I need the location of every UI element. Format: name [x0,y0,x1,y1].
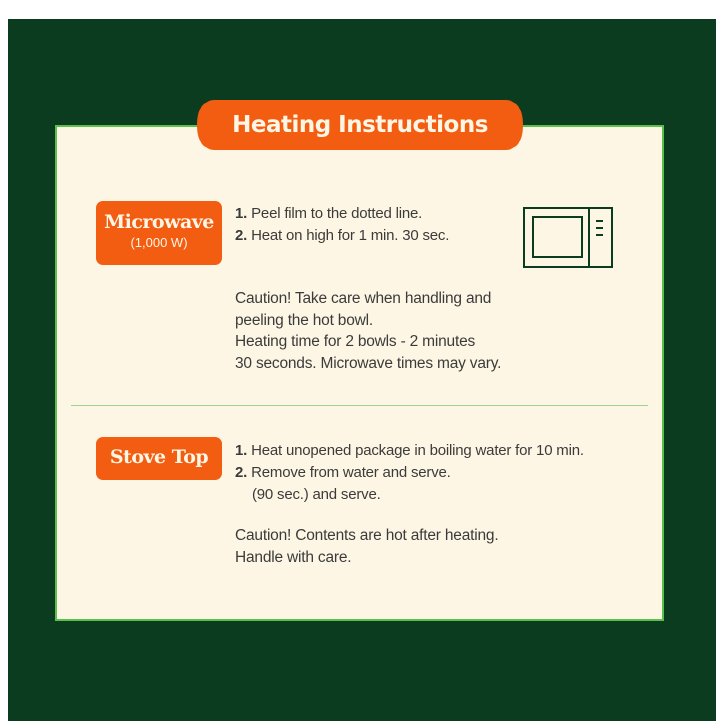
step-text: Heat unopened package in boiling water for 10 min. [251,442,584,459]
page-title: Heating Instructions [202,100,518,150]
step-text: Peel film to the dotted line. [251,205,423,222]
stove-top-tag-title: Stove Top [109,446,209,468]
microwave-tag [96,201,222,265]
step-number: 1. [235,205,248,222]
microwave-steps [235,203,449,247]
section-divider [71,405,648,406]
step-number: 2. [235,227,248,244]
microwave-step [235,203,449,225]
microwave-wattage: (1,000 W) [130,235,188,250]
caution-line: Handle with care. [235,548,352,566]
step-text: Heat on high for 1 min. 30 sec. [251,227,450,244]
stove-step [235,440,584,462]
step-text: Remove from water and serve. [251,464,451,481]
caution-line: Heating time for 2 bowls - 2 minutes [235,333,476,350]
stove-top-caution [235,525,498,568]
caution-line: 30 seconds. Microwave times may vary. [235,354,502,372]
stove-step [235,462,584,484]
step-number: 1. [235,442,248,459]
stove-step-continuation: (90 sec.) and serve. [252,486,381,503]
step-number: 2. [235,464,248,481]
stove-top-tag [96,437,222,480]
microwave-tag-title: Microwave [104,211,214,233]
microwave-icon [523,207,613,268]
microwave-step [235,225,449,247]
caution-line: peeling the hot bowl. [235,311,373,329]
caution-line: Caution! Take care when handling and [235,290,492,307]
microwave-caution [235,288,501,374]
stove-top-steps [235,440,584,506]
caution-line: Caution! Contents are hot after heating. [235,527,499,544]
